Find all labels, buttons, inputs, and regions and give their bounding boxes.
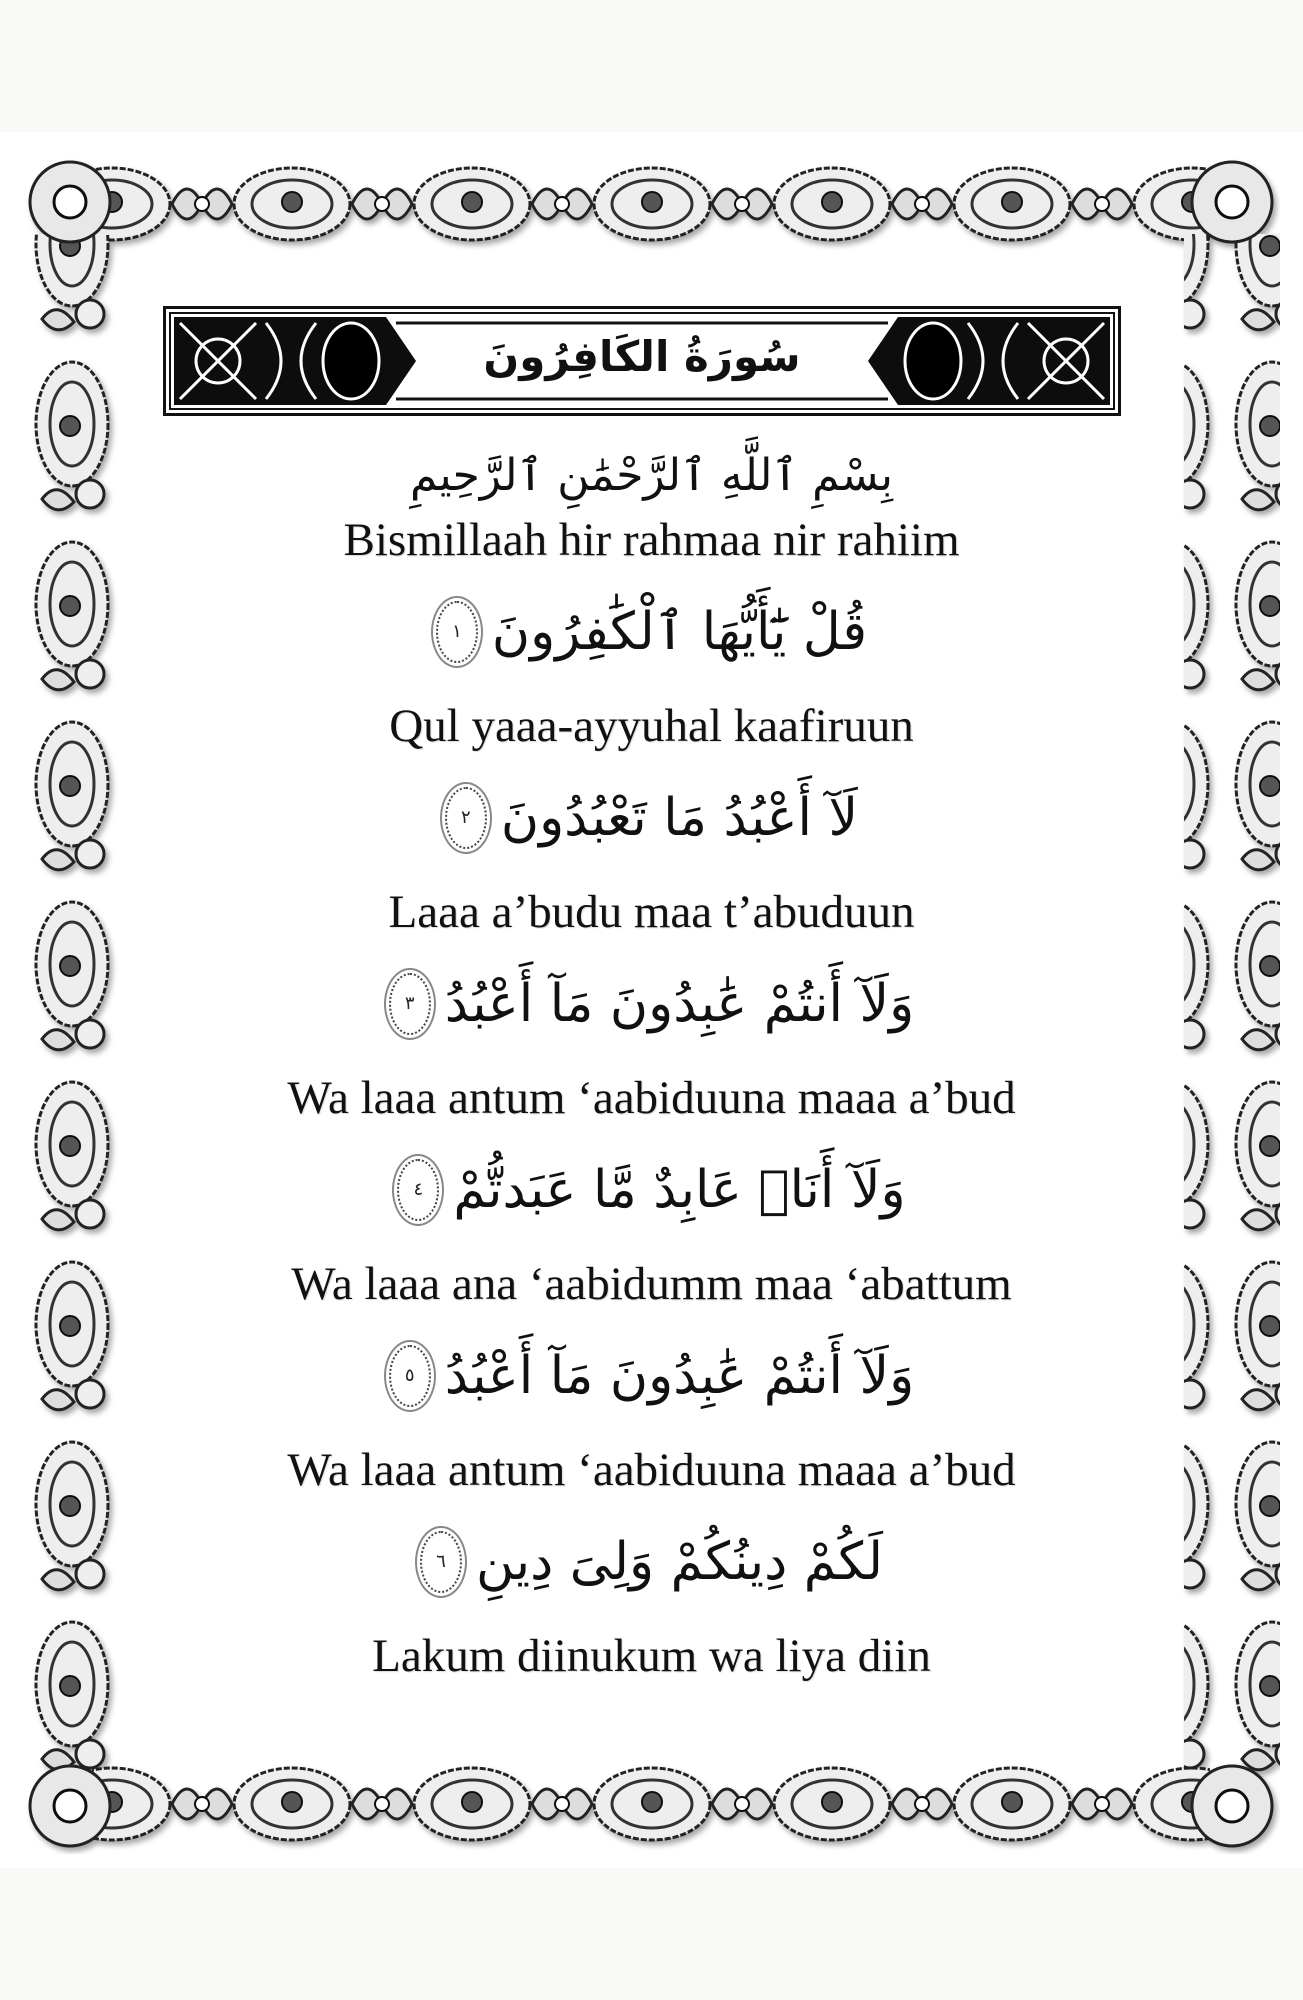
verses xyxy=(150,432,1153,1684)
ayah-transliteration: Wa laaa antum ‘aabiduuna maaa a’bud xyxy=(287,1444,1016,1496)
ayah-6 xyxy=(150,1514,1153,1684)
basmala-transliteration: Bismillaah hir rahmaa nir rahiim xyxy=(343,514,960,566)
ayah-arabic: قُلْ يَٰٓأَيُّهَا ٱلْكَٰفِرُونَ xyxy=(491,602,868,662)
ayah-number-marker: ٢ xyxy=(445,787,487,849)
ayah-1 xyxy=(150,584,1153,754)
ayah-4 xyxy=(150,1142,1153,1312)
ayah-number-marker: ٥ xyxy=(389,1345,431,1407)
ayah-transliteration: Wa laaa antum ‘aabiduuna maaa a’bud xyxy=(287,1072,1016,1124)
surah-title-banner xyxy=(163,306,1121,416)
ayah-arabic: لَكُمْ دِينُكُمْ وَلِىَ دِينِ xyxy=(476,1532,883,1592)
ayah-transliteration: Laaa a’budu maa t’abuduun xyxy=(388,886,915,938)
ayah-number-marker: ١ xyxy=(436,601,478,663)
ayah-transliteration: Wa laaa ana ‘aabidumm maa ‘abattum xyxy=(291,1258,1012,1310)
ayah-number-marker: ٤ xyxy=(397,1159,439,1221)
ayah-transliteration: Qul yaaa-ayyuhal kaafiruun xyxy=(389,700,914,752)
ayah-arabic: وَلَآ أَنَا۠ عَابِدٌ مَّا عَبَدتُّمْ xyxy=(453,1160,906,1220)
ayah-transliteration: Lakum diinukum wa liya diin xyxy=(372,1630,931,1682)
ayah-arabic: لَآ أَعْبُدُ مَا تَعْبُدُونَ xyxy=(500,788,859,848)
ayah-number-marker: ٣ xyxy=(389,973,431,1035)
surah-title: سُورَةُ الكَافِرُونَ xyxy=(483,332,801,381)
ayah-arabic: وَلَآ أَنتُمْ عَٰبِدُونَ مَآ أَعْبُدُ xyxy=(444,974,915,1034)
ayah-number-marker: ٦ xyxy=(420,1531,462,1593)
ayah-3 xyxy=(150,956,1153,1126)
basmala-arabic: بِسْمِ ٱللَّهِ ٱلرَّحْمَٰنِ ٱلرَّحِيمِ xyxy=(410,450,893,501)
ayah-5 xyxy=(150,1328,1153,1498)
quran-page xyxy=(0,132,1303,1868)
ayah-arabic: وَلَآ أَنتُمْ عَٰبِدُونَ مَآ أَعْبُدُ xyxy=(444,1346,915,1406)
ayah-2 xyxy=(150,770,1153,940)
